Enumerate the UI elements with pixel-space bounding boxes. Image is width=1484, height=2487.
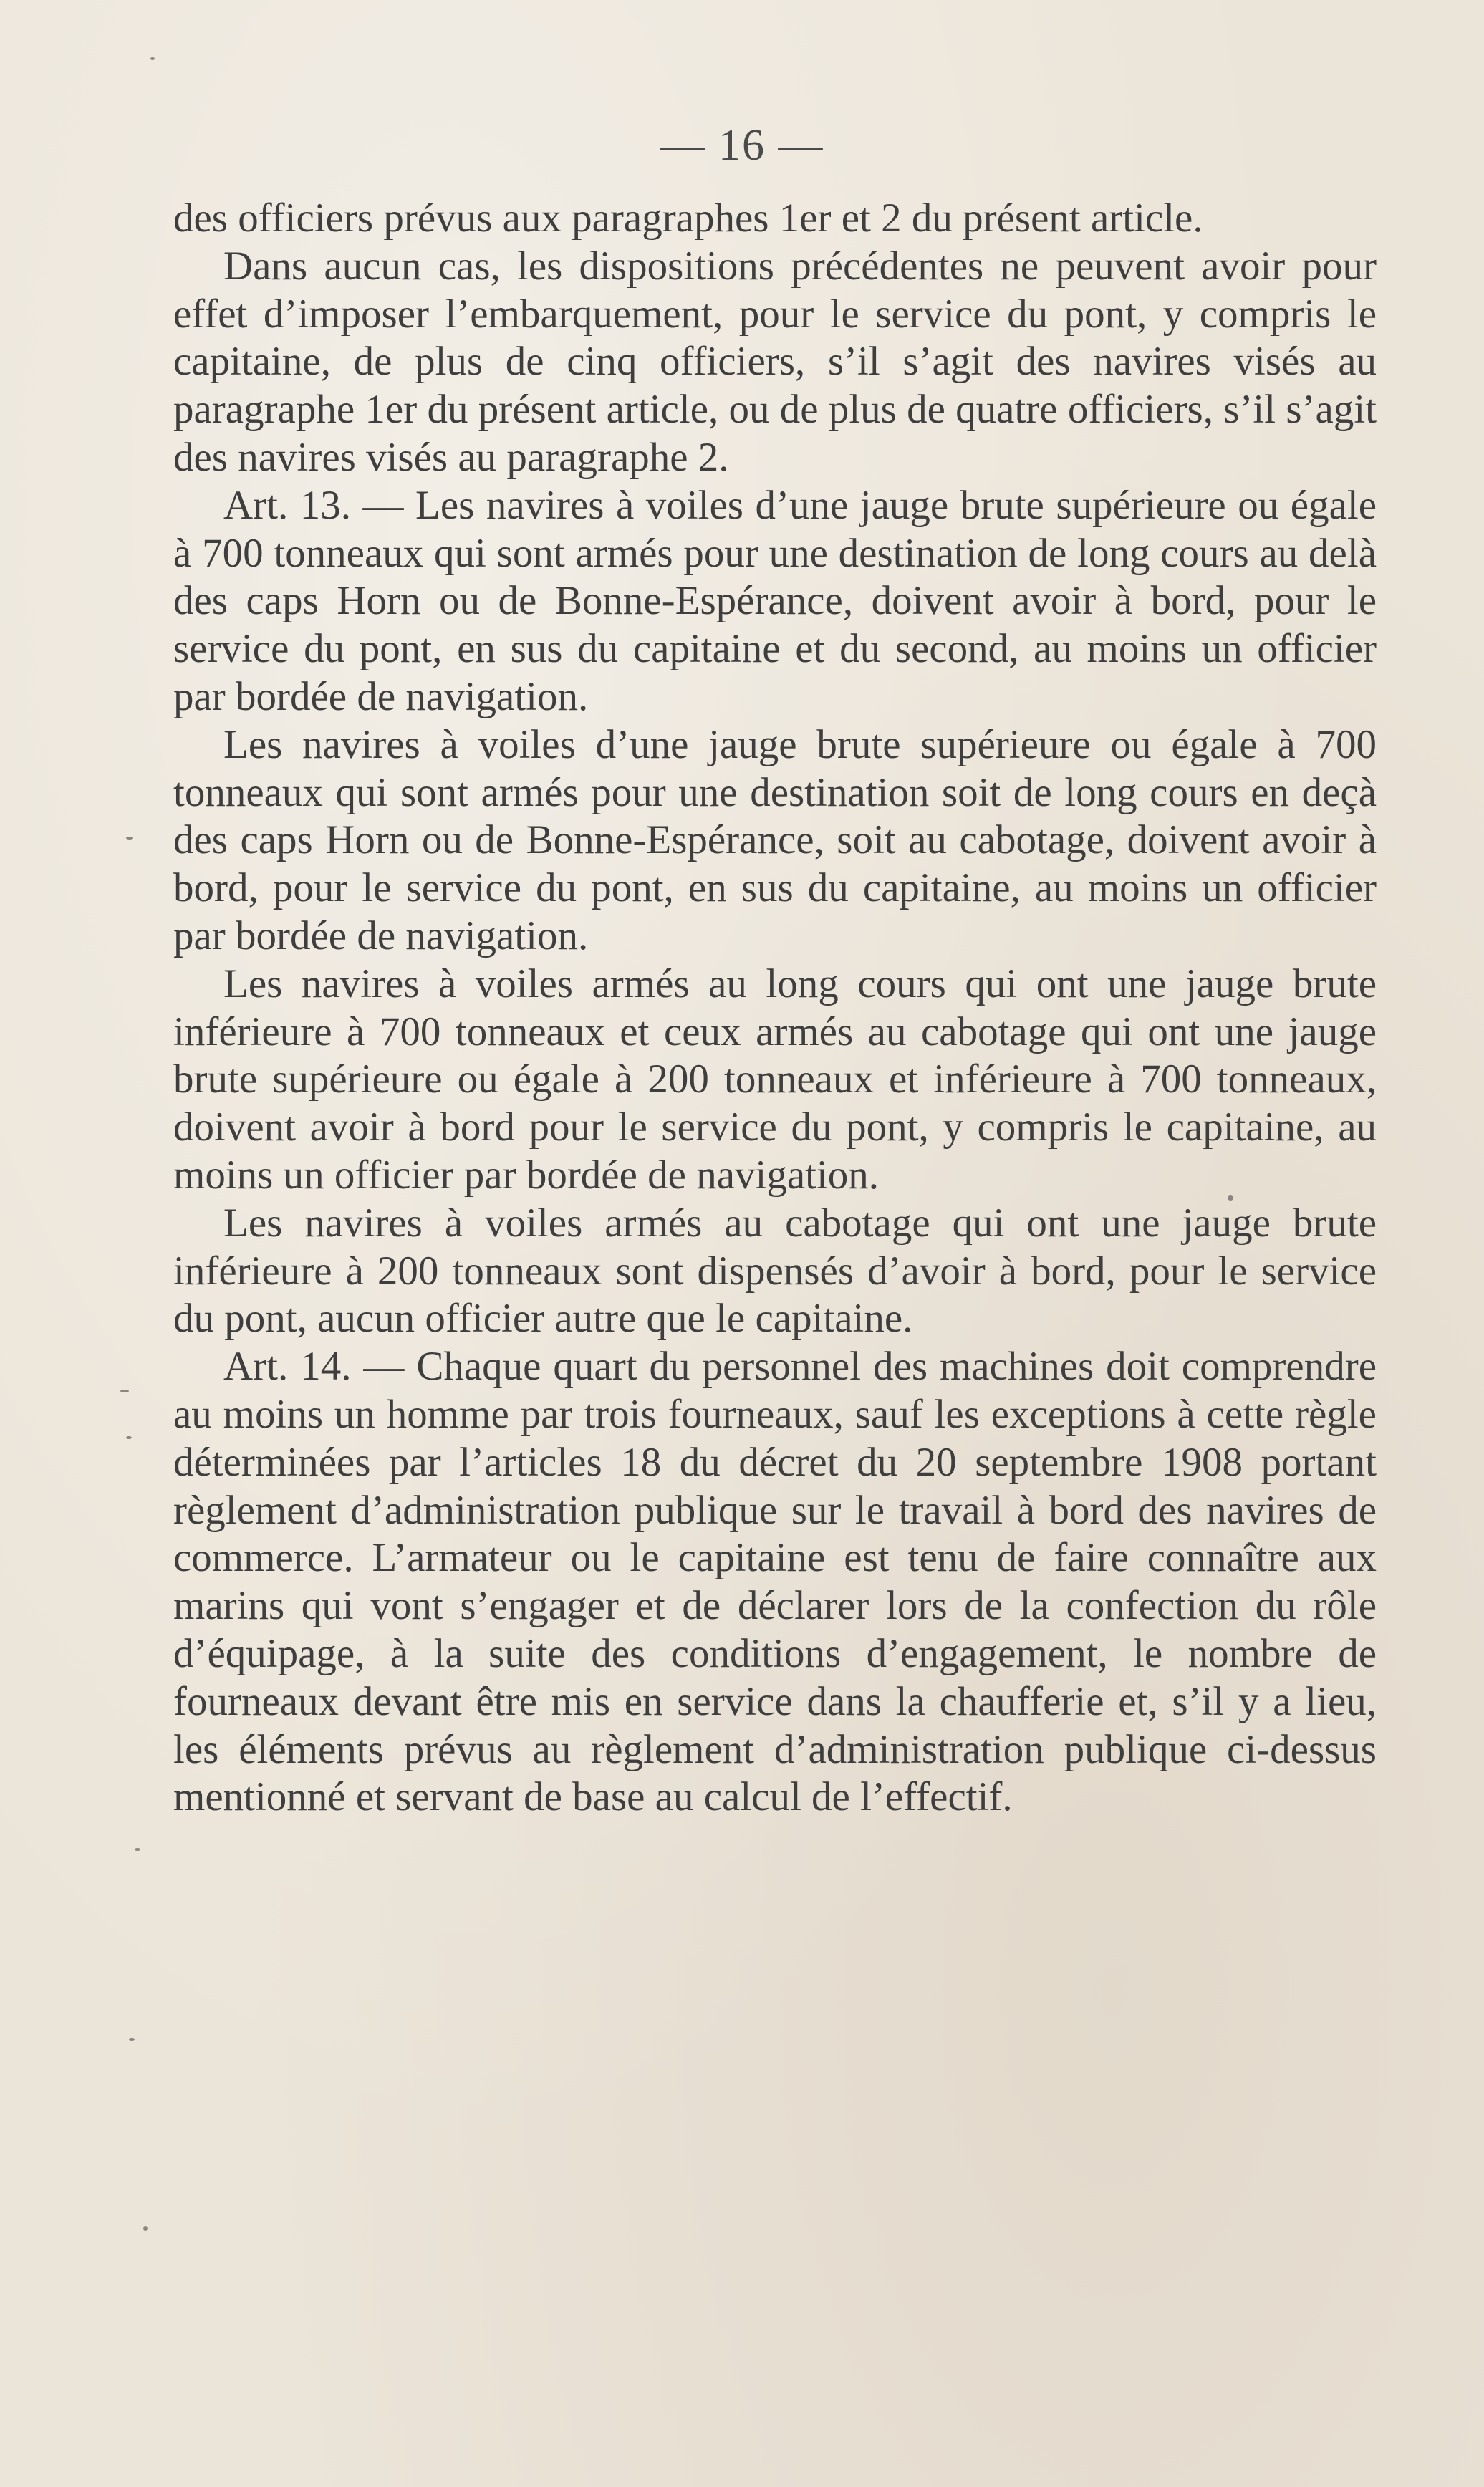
paper-speck	[1228, 1195, 1233, 1201]
paragraph-article-13-second: Les navires à voiles d’une jauge brute supérieure ou égale à 700 tonneaux qui sont armés pour une destination soit de long cours en deçà des caps Horn ou de Bonne-Espérance, soit au cabotage, doivent avoir à bord, pour le service du pont, en sus du capitaine, au moins un officier par bordée de navigation.	[173, 721, 1377, 958]
paper-speck	[126, 837, 133, 840]
paragraph-continuation: des officiers prévus aux paragraphes 1er et 2 du présent article.	[173, 196, 1203, 241]
paragraph-article-13-third: Les navires à voiles armés au long cours qui ont une jauge brute inférieure à 700 tonneaux et ceux armés au cabotage qui ont une jauge brute supérieure ou égale à 200 tonneaux et inférieure à 700 tonneaux, doivent avoir à bord pour le service du pont, y compris le capitaine, au moins un officier par bordée de navigation.	[173, 961, 1377, 1198]
paragraph-article-13-fourth: Les navires à voiles armés au cabotage qui ont une jauge brute inférieure à 200 tonneaux sont dispensés d’avoir à bord, pour le service du pont, aucun officier autre que le capitaine.	[173, 1200, 1377, 1342]
body-text	[173, 195, 1377, 1822]
page-number: — 16 —	[660, 121, 824, 170]
paper-speck	[129, 2038, 135, 2041]
paper-speck	[120, 1390, 129, 1392]
paragraph-officer-limit: Dans aucun cas, les dispositions précédentes ne peuvent avoir pour effet d’imposer l’embarquement, pour le service du pont, y compris le capitaine, de plus de cinq officiers, s’il s’agit des navires visés au paragraphe 1er du présent article, ou de plus de quatre officiers, s’il s’agit des navires visés au paragraphe 2.	[173, 243, 1377, 480]
paper-speck	[143, 2226, 148, 2231]
paragraph-article-14: Art. 14. — Chaque quart du personnel des machines doit comprendre au moins un homme par trois fourneaux, sauf les exceptions à cette règle déterminées par l’articles 18 du décret du 20 septembre 1908 portant règlement d’administration publique sur le travail à bord des navires de commerce. L’armateur ou le capitaine est tenu de faire connaître aux marins qui vont s’engager et de déclarer lors de la confection du rôle d’équipage, à la suite des conditions d’engagement, le nombre de fourneaux devant être mis en service dans la chaufferie et, s’il y a lieu, les éléments prévus au règlement d’administration publique ci-dessus mentionné et servant de base au calcul de l’effectif.	[173, 1344, 1377, 1820]
paper-speck	[150, 57, 155, 60]
paragraph-article-13: Art. 13. — Les navires à voiles d’une jauge brute supérieure ou égale à 700 tonneaux qui sont armés pour une destination de long cours au delà des caps Horn ou de Bonne-Espérance, doivent avoir à bord, pour le service du pont, en sus du capitaine et du second, au moins un officier par bordée de navigation.	[173, 482, 1377, 719]
paper-speck	[126, 1436, 132, 1439]
paper-speck	[135, 1848, 140, 1851]
